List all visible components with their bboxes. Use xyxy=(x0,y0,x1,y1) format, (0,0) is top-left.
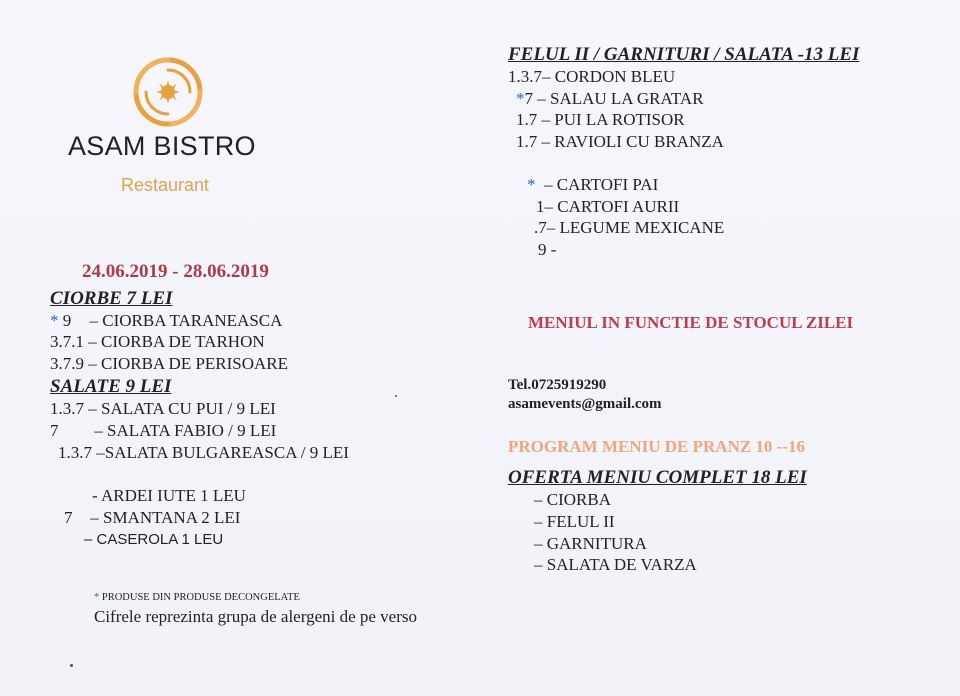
oferta-item: – CIORBA xyxy=(534,490,611,509)
extra-item: 7 – SMANTANA 2 LEI xyxy=(64,508,241,527)
allergens-note: Cifrele reprezinta grupa de alergeni de pe verso xyxy=(94,607,417,626)
lunch-program: PROGRAM MENIU DE PRANZ 10 --16 xyxy=(508,437,806,456)
salate-heading: SALATE 9 LEI xyxy=(50,376,172,397)
brand-subtitle: Restaurant xyxy=(121,175,210,195)
ciorbe-item: 3.7.1 – CIORBA DE TARHON xyxy=(50,332,265,351)
salate-item: 1.3.7 –SALATA BULGAREASCA / 9 LEI xyxy=(58,443,349,462)
speck xyxy=(70,664,73,667)
ciorbe-item: 3.7.9 – CIORBA DE PERISOARE xyxy=(50,354,289,373)
ciorbe-item: * 9 – CIORBA TARANEASCA xyxy=(50,311,283,330)
frozen-note: * PRODUSE DIN PRODUSE DECONGELATE xyxy=(94,592,300,603)
menu-dates: 24.06.2019 - 28.06.2019 xyxy=(82,261,269,282)
email-address: asamevents@gmail.com xyxy=(508,396,662,412)
felul2-item: 1.7 – PUI LA ROTISOR xyxy=(516,110,685,129)
garnitura-item: 9 - xyxy=(538,240,557,259)
sun-spiral-logo-icon xyxy=(126,50,210,134)
oferta-item: – FELUL II xyxy=(534,512,615,531)
felul2-item: *7 – SALAU LA GRATAR xyxy=(516,89,704,108)
oferta-item: – GARNITURA xyxy=(534,534,647,553)
garnitura-item: 1– CARTOFI AURII xyxy=(536,197,680,216)
salate-item: 1.3.7 – SALATA CU PUI / 9 LEI xyxy=(50,399,276,418)
brand-name: ASAM BISTRO xyxy=(68,131,256,161)
garnitura-item: * – CARTOFI PAI xyxy=(527,175,659,194)
felul2-item: 1.7 – RAVIOLI CU BRANZA xyxy=(516,132,724,151)
garnitura-item: .7– LEGUME MEXICANE xyxy=(534,218,725,237)
felul2-heading: FELUL II / GARNITURI / SALATA -13 LEI xyxy=(508,44,860,65)
felul2-item: 1.3.7– CORDON BLEU xyxy=(508,67,676,86)
extra-item: - ARDEI IUTE 1 LEU xyxy=(92,486,246,505)
oferta-heading: OFERTA MENIU COMPLET 18 LEI xyxy=(508,467,807,488)
salate-item: 7 – SALATA FABIO / 9 LEI xyxy=(50,421,277,440)
oferta-item: – SALATA DE VARZA xyxy=(534,555,697,574)
ciorbe-heading: CIORBE 7 LEI xyxy=(50,288,173,309)
stock-note: MENIUL IN FUNCTIE DE STOCUL ZILEI xyxy=(528,313,854,332)
extra-item: – CASEROLA 1 LEU xyxy=(84,531,224,548)
phone-number: Tel.0725919290 xyxy=(508,377,607,393)
speck xyxy=(395,395,397,397)
